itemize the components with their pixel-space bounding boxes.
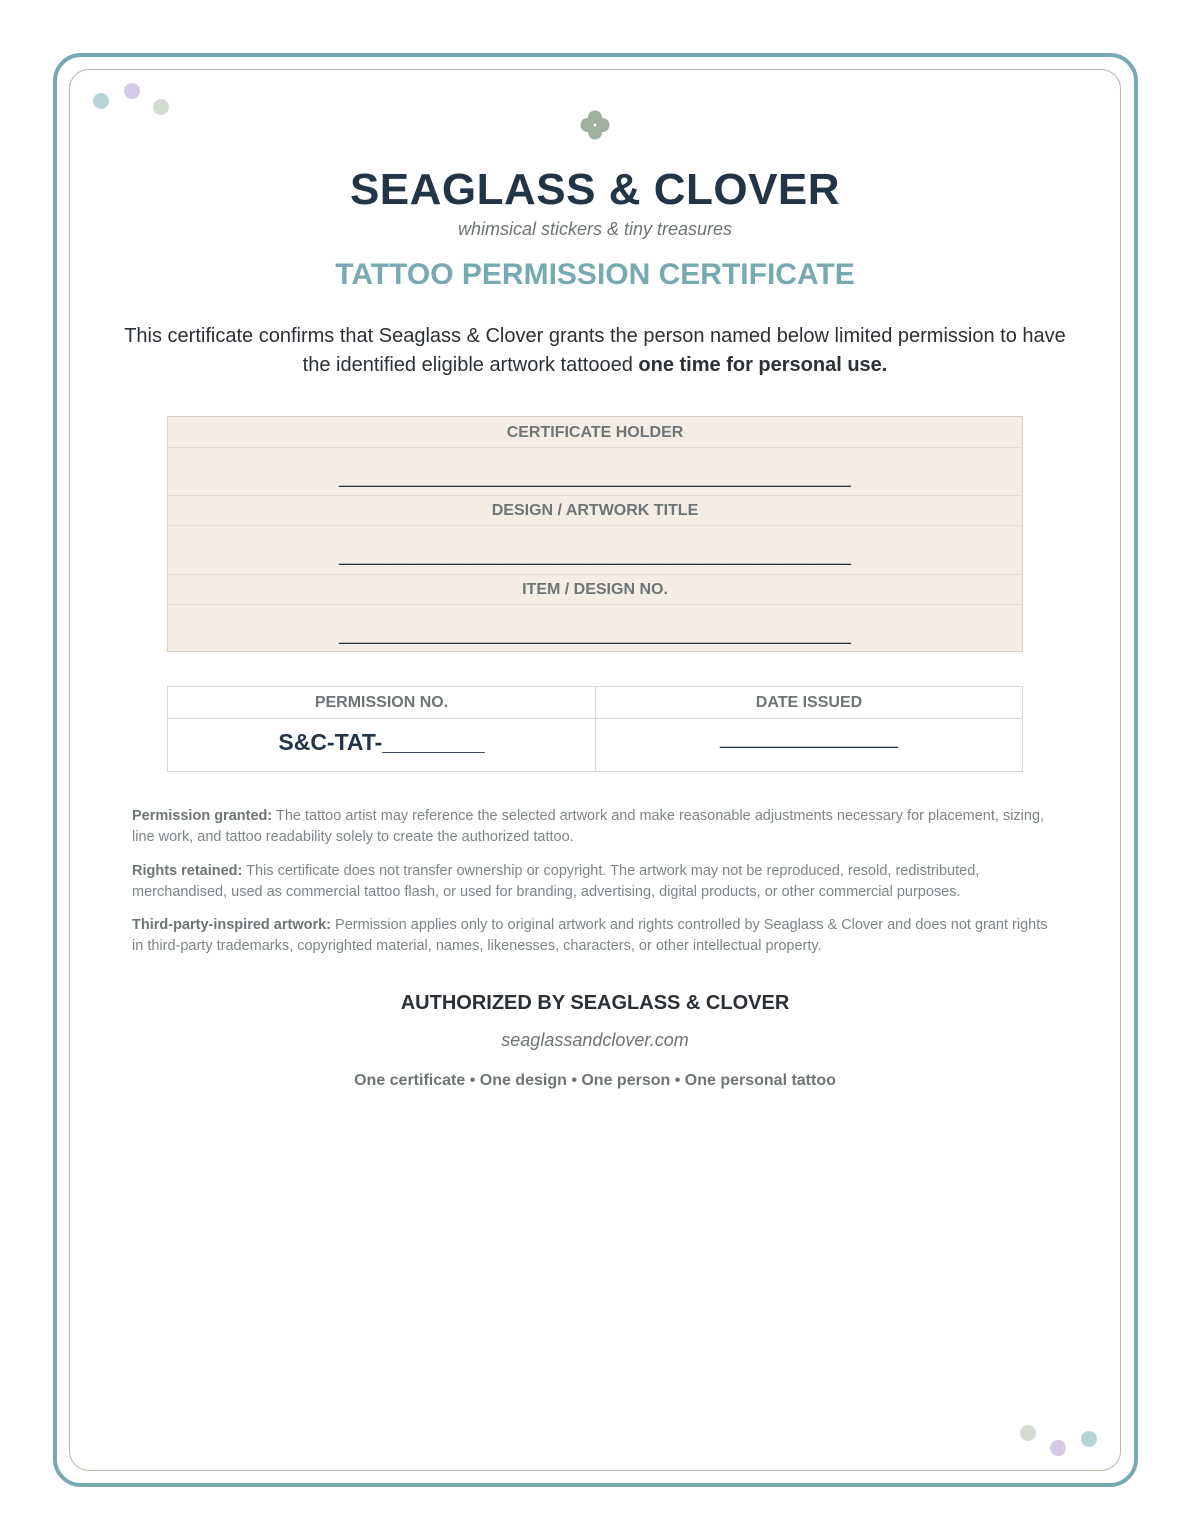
terms-text: This certificate does not transfer ownership or copyright. The artwork may not be reproduced, resold, redistributed, merchandised, used as commercial tattoo flash, or used for branding, advertising, digital products, or other commercial purposes. (132, 863, 980, 900)
brand-tagline: whimsical stickers & tiny treasures (457, 219, 733, 239)
terms-text: The tattoo artist may reference the selected artwork and make reasonable adjustments necessary for placement, sizing, line work, and tattoo readability solely to create the authorized tattoo. (132, 808, 1045, 845)
footer-summary: One certificate • One design • One person • One personal tattoo (354, 1072, 836, 1089)
terms-heading: Permission granted: (132, 808, 273, 824)
item-number-label: ITEM / DESIGN NO. (168, 574, 1022, 605)
terms-rights-retained (132, 861, 1052, 902)
certificate-title: TATTOO PERMISSION CERTIFICATE (335, 258, 855, 291)
intro-text: This certificate confirms that Seaglass & Clover grants the person named below limited permission to have the identified eligible artwork tattooed (124, 325, 1066, 376)
authorized-by-heading: AUTHORIZED BY SEAGLASS & CLOVER (400, 992, 790, 1014)
dot-lavender (124, 83, 140, 99)
permission-number-field[interactable]: S&C-TAT-________ (278, 729, 485, 755)
terms-heading: Third-party-inspired artwork: (132, 917, 331, 933)
dot-sage (153, 99, 169, 115)
design-title-label: DESIGN / ARTWORK TITLE (168, 495, 1022, 526)
brand-name: SEAGLASS & CLOVER (349, 165, 841, 214)
item-number-field[interactable]: ______________________________________________ (339, 623, 851, 645)
date-issued-label: DATE ISSUED (596, 687, 1022, 719)
clover-icon (579, 109, 611, 141)
dot-sage (1020, 1425, 1036, 1441)
intro-bold-text: one time for personal use. (638, 354, 888, 376)
terms-heading: Rights retained: (132, 863, 243, 879)
intro-paragraph (120, 322, 1070, 380)
holder-info-box (167, 416, 1023, 652)
dot-lavender (1050, 1440, 1066, 1456)
permission-table (167, 686, 1023, 772)
terms-third-party (132, 915, 1052, 956)
permission-number-label: PERMISSION NO. (168, 687, 595, 719)
website-link[interactable]: seaglassandclover.com (501, 1030, 689, 1050)
dot-aqua (93, 93, 109, 109)
certificate-holder-field[interactable]: ______________________________________________ (339, 466, 851, 488)
permission-number-cell (168, 687, 596, 771)
certificate-holder-label: CERTIFICATE HOLDER (168, 417, 1022, 448)
date-issued-field[interactable]: ________________ (720, 727, 898, 749)
date-issued-cell (596, 687, 1022, 771)
design-title-field[interactable]: ______________________________________________ (339, 544, 851, 566)
terms-text: Permission applies only to original artwork and rights controlled by Seaglass & Clover and does not grant rights in third-party trademarks, copyrighted material, names, likenesses, characters, or other intellectual property. (132, 917, 1048, 954)
terms-permission-granted (132, 806, 1052, 847)
dot-aqua (1081, 1431, 1097, 1447)
